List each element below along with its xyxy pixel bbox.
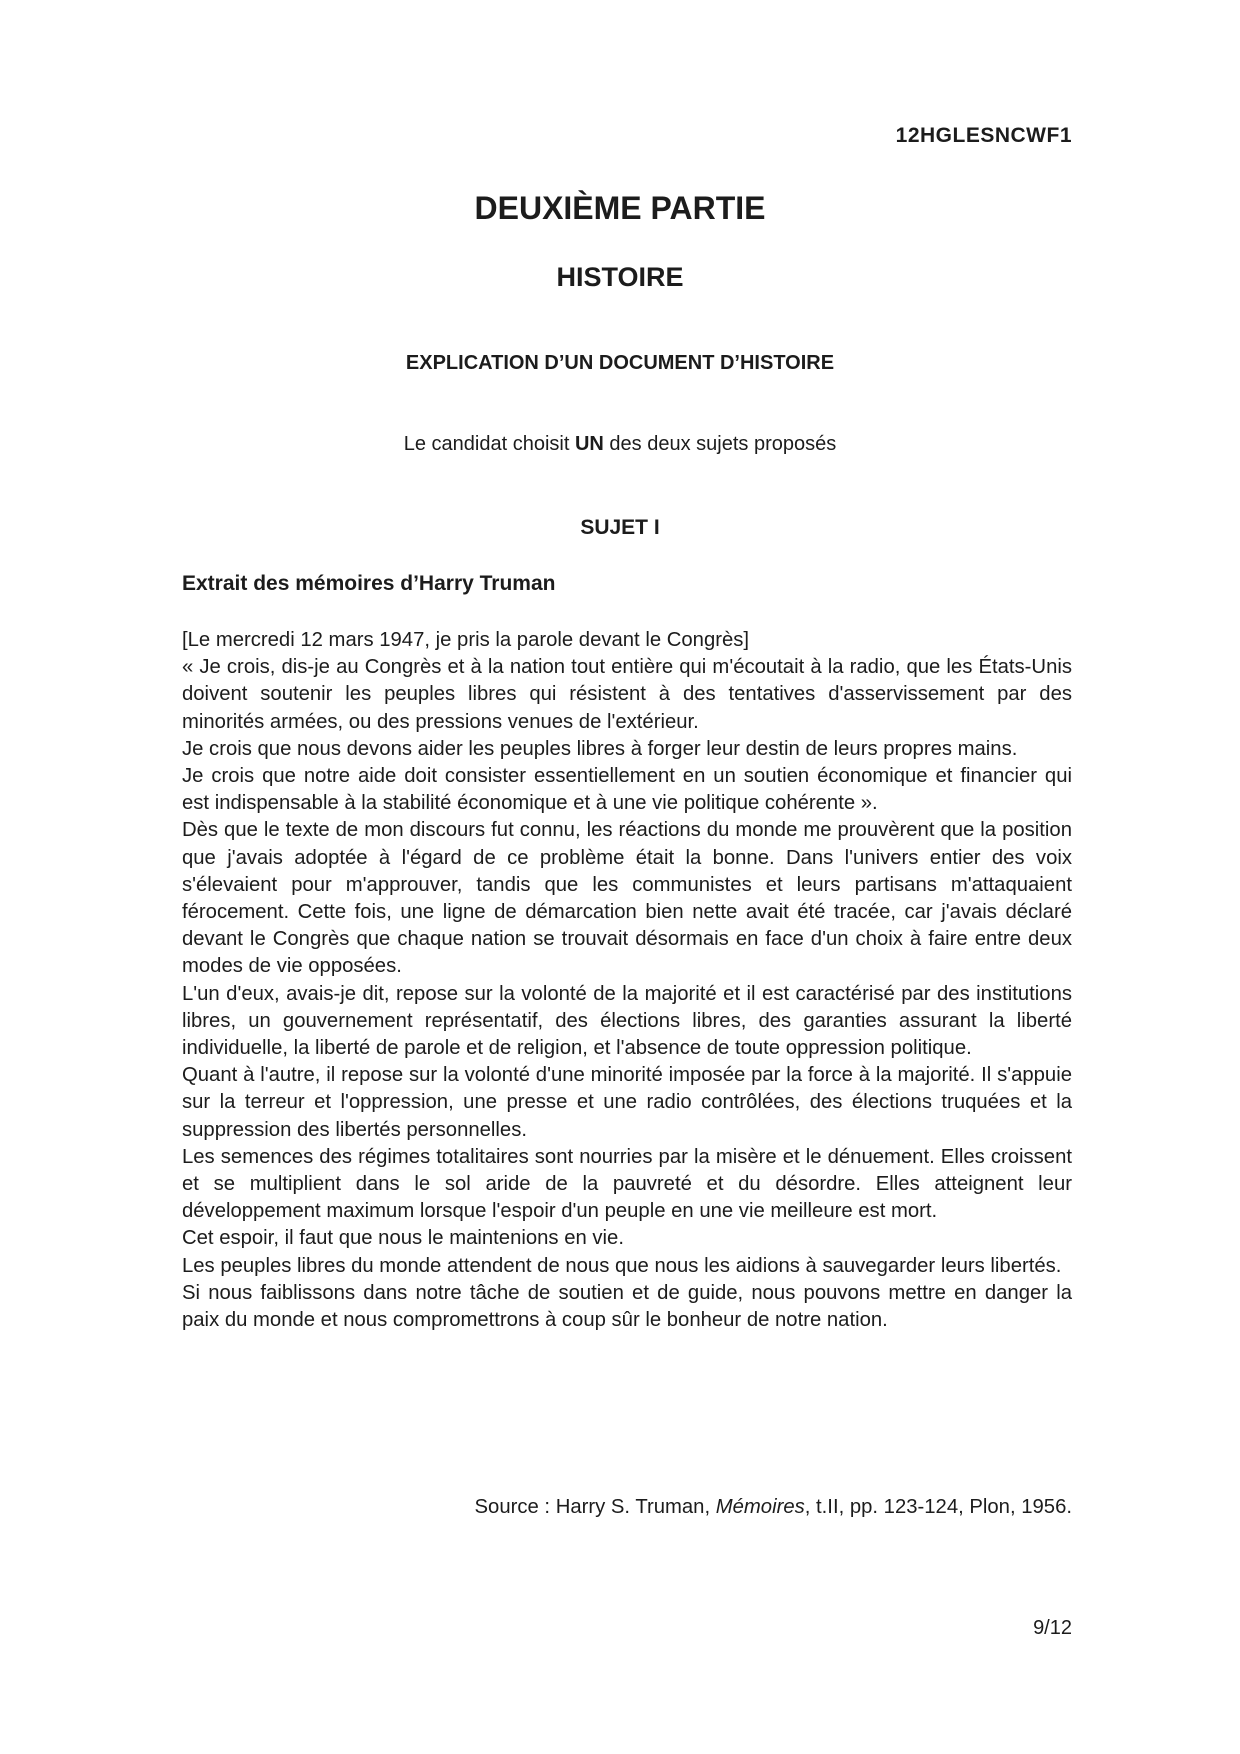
source-prefix: Source : Harry S. Truman,	[474, 1496, 716, 1518]
paragraph: Cet espoir, il faut que nous le maintenions en vie.	[182, 1227, 624, 1250]
paragraph: Dès que le texte de mon discours fut connu, les réactions du monde me prouvèrent que la position que j'avais adoptée à l'égard de ce problème était la bonne. Dans l'univers entier des voix s'élevaient pour m'approuver, tandis que les communistes et leurs partisans m'attaquaient férocement. Cette fois, une ligne de démarcation bien nette avait été tracée, car j'avais déclaré devant le Congrès que chaque nation se trouvait désormais en face d'un choix à faire entre deux modes de vie opposées.	[182, 819, 1072, 978]
instruction-before: Le candidat choisit	[403, 433, 575, 455]
source-citation	[475, 1496, 1072, 1519]
instruction	[0, 433, 1240, 456]
paragraph: Les peuples libres du monde attendent de nous que nous les aidions à sauvegarder leurs libertés.	[182, 1254, 1062, 1277]
paragraph: Je crois que notre aide doit consister essentiellement en un soutien économique et financier qui est indispensable à la stabilité économique et à une vie politique cohérente ».	[182, 765, 1072, 815]
paragraph: Les semences des régimes totalitaires sont nourries par la misère et le dénuement. Elles croissent et se multiplient dans le sol aride de la pauvreté et du désordre. Elles atteignent leur développement maximum lorsque l'espoir d'un peuple en une vie meilleure est mort.	[182, 1145, 1072, 1223]
paragraph: Je crois que nous devons aider les peuples libres à forger leur destin de leurs propres mains.	[182, 737, 1018, 760]
exam-code: 12HGLESNCWF1	[895, 124, 1072, 147]
source-suffix: , t.II, pp. 123-124, Plon, 1956.	[804, 1496, 1072, 1518]
part-title: DEUXIÈME PARTIE	[474, 190, 766, 226]
paragraph: « Je crois, dis-je au Congrès et à la nation tout entière qui m'écoutait à la radio, que les États-Unis doivent soutenir les peuples libres qui résistent à des tentatives d'asservissement par des minorités armées, ou des pressions venues de l'extérieur.	[182, 656, 1072, 733]
paragraph: Si nous faiblissons dans notre tâche de soutien et de guide, nous pouvons mettre en danger la paix du monde et nous compromettrons à coup sûr le bonheur de notre nation.	[182, 1281, 1072, 1332]
subject-label: SUJET I	[580, 516, 660, 539]
paragraph: Quant à l'autre, il repose sur la volonté d'une minorité imposée par la force à la majorité. Il s'appuie sur la terreur et l'oppression, une presse et une radio contrôlées, des élections truquées et la suppression des libertés personnelles.	[182, 1064, 1072, 1141]
paragraph: [Le mercredi 12 mars 1947, je pris la parole devant le Congrès]	[182, 629, 750, 651]
section-title: HISTOIRE	[556, 262, 684, 292]
exercise-title: EXPLICATION D’UN DOCUMENT D’HISTOIRE	[405, 352, 835, 374]
paragraph: L'un d'eux, avais-je dit, repose sur la volonté de la majorité et il est caractérisé par des institutions libres, un gouvernement représentatif, des élections libres, des garanties assurant la liberté individuelle, la liberté de parole et de religion, et l'absence de toute oppression politique.	[182, 982, 1072, 1060]
page-number: 9/12	[1033, 1617, 1072, 1639]
instruction-emphasis: UN	[574, 433, 604, 455]
document-title: Extrait des mémoires d’Harry Truman	[182, 572, 556, 595]
source-work-title: Mémoires	[715, 1496, 805, 1518]
document-text	[182, 627, 1072, 1334]
instruction-after: des deux sujets proposés	[603, 433, 837, 455]
